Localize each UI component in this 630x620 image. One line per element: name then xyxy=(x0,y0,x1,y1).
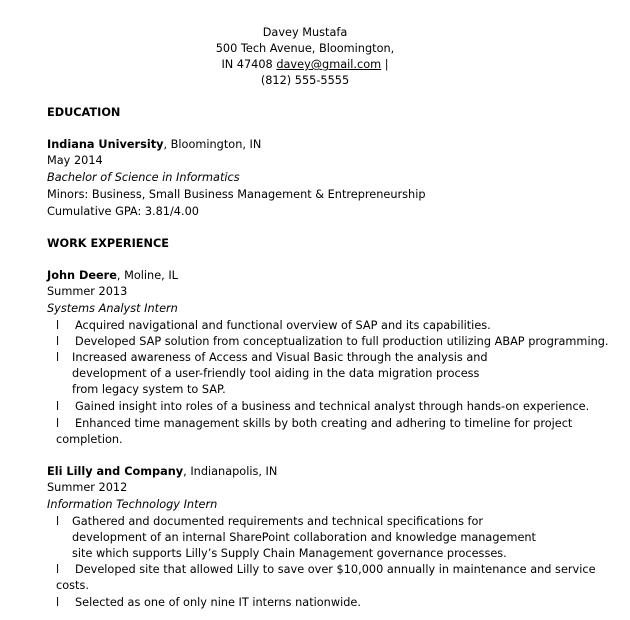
education-date: May 2014 xyxy=(47,154,103,167)
bullet-marker: l xyxy=(56,515,60,528)
address-line-2 xyxy=(0,57,610,73)
candidate-name: Davey Mustafa xyxy=(262,26,348,39)
education-gpa: Cumulative GPA: 3.81/4.00 xyxy=(47,205,199,218)
bullet-marker: l xyxy=(56,319,60,332)
job-company-line xyxy=(47,268,178,284)
education-heading: EDUCATION xyxy=(47,106,121,119)
job-location: , Indianapolis, IN xyxy=(183,465,278,478)
education-degree: Bachelor of Science in Informatics xyxy=(47,171,240,184)
bullet-marker: l xyxy=(56,563,60,576)
job-title: Systems Analyst Intern xyxy=(47,302,178,315)
education-minors: Minors: Business, Small Business Management & Entrepreneurship xyxy=(47,188,426,201)
job-bullet-continuation: completion. xyxy=(56,433,123,446)
work-heading: WORK EXPERIENCE xyxy=(47,237,169,250)
job-bullet: Increased awareness of Access and Visual Basic through the analysis and xyxy=(72,351,488,364)
bullet-marker: l xyxy=(56,351,60,364)
job-bullet-continuation: costs. xyxy=(56,579,89,592)
job-bullet: Gathered and documented requirements and technical specifications for xyxy=(72,515,484,528)
school-name: Indiana University xyxy=(47,138,164,151)
email-link[interactable]: davey@gmail.com xyxy=(276,58,382,71)
job-bullet: Enhanced time management skills by both creating and adhering to timeline for project xyxy=(75,417,573,430)
bullet-marker: l xyxy=(56,417,60,430)
job-title: Information Technology Intern xyxy=(47,498,218,511)
job-location: , Moline, IL xyxy=(116,269,178,282)
job-bullet: Selected as one of only nine IT interns nationwide. xyxy=(75,596,361,609)
job-bullet-continuation: development of an internal SharePoint collaboration and knowledge management xyxy=(72,531,536,544)
job-bullet: Developed site that allowed Lilly to save over $10,000 annually in maintenance and service xyxy=(75,563,596,576)
job-company: John Deere xyxy=(47,269,117,282)
job-bullet: Developed SAP solution from conceptualization to full production utilizing ABAP programming. xyxy=(75,335,609,348)
bullet-marker: l xyxy=(56,335,60,348)
job-bullet-continuation: from legacy system to SAP. xyxy=(72,383,226,396)
school-location: , Bloomington, IN xyxy=(163,138,262,151)
address-zip: IN 47408 xyxy=(221,58,273,71)
job-company: Eli Lilly and Company xyxy=(47,465,184,478)
address-line-1: 500 Tech Avenue, Bloomington, xyxy=(215,42,395,55)
separator: | xyxy=(384,58,389,71)
bullet-marker: l xyxy=(56,596,60,609)
job-date: Summer 2013 xyxy=(47,285,128,298)
job-bullet: Gained insight into roles of a business and technical analyst through hands-on experience. xyxy=(75,400,590,413)
bullet-marker: l xyxy=(56,400,60,413)
phone-number: (812) 555-5555 xyxy=(260,74,350,87)
job-bullet-continuation: site which supports Lilly’s Supply Chain Management governance processes. xyxy=(72,547,507,560)
job-date: Summer 2012 xyxy=(47,481,128,494)
job-bullet-continuation: development of a user-friendly tool aiding in the data migration process xyxy=(72,367,480,380)
education-school-line xyxy=(47,137,261,153)
job-bullet: Acquired navigational and functional overview of SAP and its capabilities. xyxy=(75,319,491,332)
job-company-line xyxy=(47,464,277,480)
